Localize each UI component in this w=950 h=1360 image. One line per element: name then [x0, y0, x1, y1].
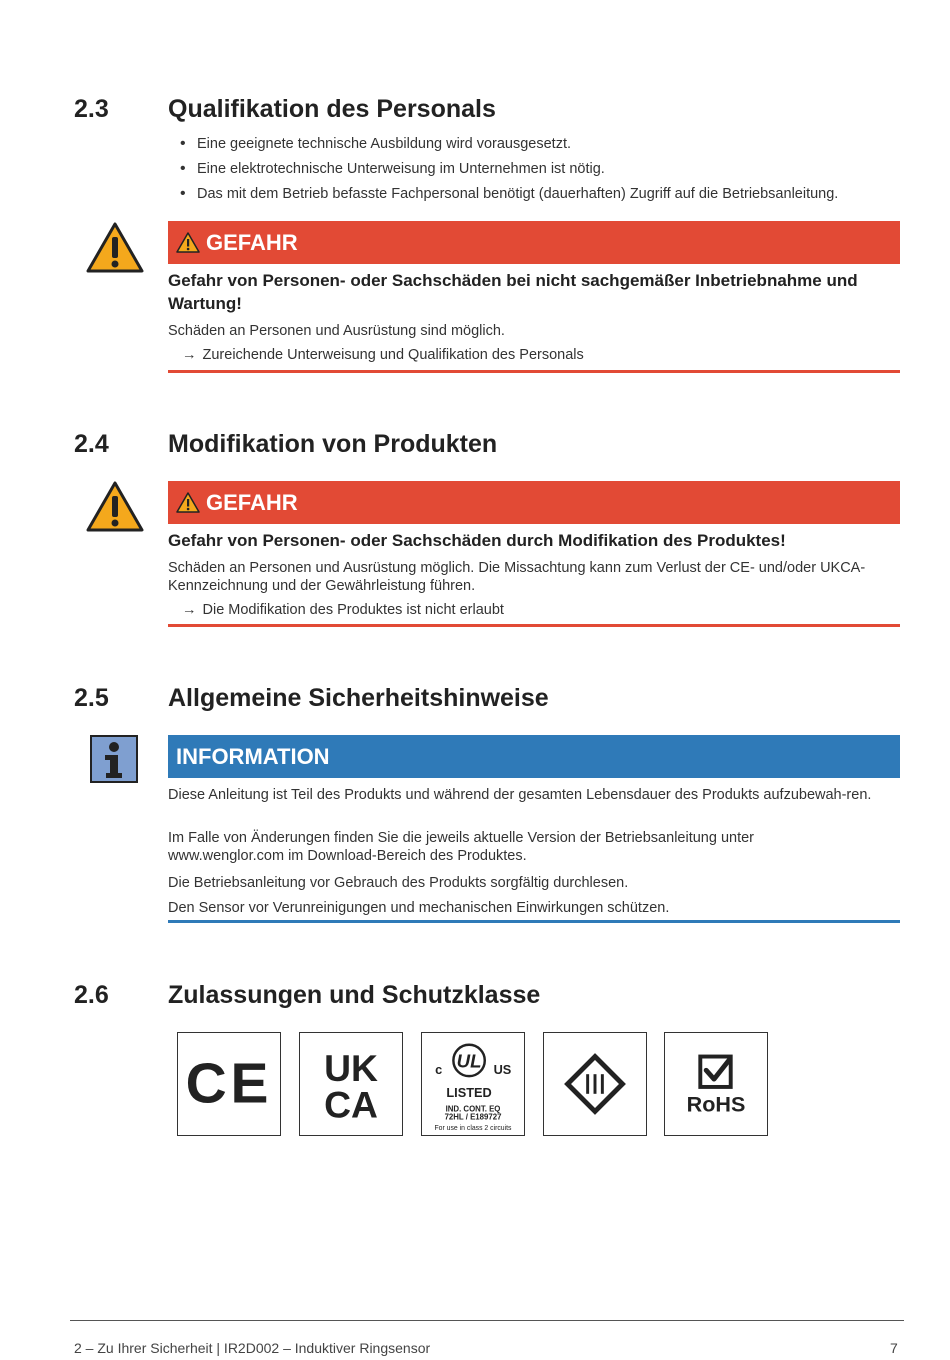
information-banner	[168, 735, 900, 778]
info-paragraph: Die Betriebsanleitung vor Gebrauch des Produkts sorgfältig durchlesen.	[168, 875, 629, 891]
warning-triangle-icon	[176, 492, 200, 513]
danger-banner	[168, 221, 900, 264]
arrow-right-icon: →	[182, 347, 197, 363]
ul-listed-icon	[422, 1033, 524, 1135]
warning-triangle-icon	[86, 222, 144, 274]
danger-banner	[168, 481, 900, 524]
bullet-icon: •	[180, 185, 186, 202]
ukca-mark	[299, 1032, 403, 1136]
arrow-right-icon: →	[182, 602, 197, 618]
bullet-icon: •	[180, 135, 186, 152]
list-item: • Eine elektrotechnische Unterweisung im Unternehmen ist nötig.	[168, 158, 838, 183]
list-item: • Eine geeignete technische Ausbildung wird vorausgesetzt.	[168, 133, 838, 158]
section-number: 2.5	[74, 684, 109, 712]
ul-listed: LISTED	[446, 1084, 492, 1100]
notice-heading: Gefahr von Personen- oder Sachschäden durch Modifikation des Produktes!	[168, 531, 786, 550]
action-item: → Die Modifikation des Produktes ist nicht erlaubt	[182, 602, 504, 618]
ul-line3: For use in class 2 circuits	[434, 1125, 512, 1133]
info-paragraph: Den Sensor vor Verunreinigungen und mechanischen Einwirkungen schützen.	[168, 900, 670, 916]
list-item: • Das mit dem Betrieb befasste Fachpersonal benötigt (dauerhaften) Zugriff auf die Betriebsanleitung.	[168, 183, 838, 208]
protection-class-mark	[543, 1032, 647, 1136]
rohs-icon	[665, 1033, 767, 1135]
footer-divider	[70, 1320, 904, 1321]
rohs-label: RoHS	[686, 1091, 746, 1117]
ce-mark-icon	[178, 1033, 280, 1135]
section-number: 2.3	[74, 95, 109, 123]
notice-heading: Gefahr von Personen- oder Sachschäden bei nicht sachgemäßer Inbetriebnahme und Wartung!	[168, 271, 858, 313]
protection-class-iii-icon	[544, 1033, 646, 1135]
warning-triangle-icon	[176, 232, 200, 253]
section-title: Modifikation von Produkten	[168, 430, 498, 458]
ul-listed-mark	[421, 1032, 525, 1136]
ul-c: c	[435, 1062, 443, 1078]
section-title: Allgemeine Sicherheitshinweise	[168, 684, 549, 712]
danger-label: GEFAHR	[206, 489, 298, 515]
notice-divider	[168, 920, 900, 923]
info-paragraph: Im Falle von Änderungen finden Sie die jeweils aktuelle Version der Betriebsanleitung unter www.wenglor.com im Download-Bereich des Produktes.	[168, 830, 754, 864]
action-item: → Zureichende Unterweisung und Qualifikation des Personals	[182, 347, 584, 363]
page-number: 7	[890, 1340, 898, 1356]
ul-line1: IND. CONT. EQ	[445, 1104, 501, 1114]
ul-us: US	[493, 1062, 512, 1078]
danger-label: GEFAHR	[206, 229, 298, 255]
notice-divider	[168, 370, 900, 373]
section-title: Zulassungen und Schutzklasse	[168, 981, 541, 1009]
rohs-mark	[664, 1032, 768, 1136]
ul-mark: UL	[456, 1050, 482, 1072]
information-icon	[90, 735, 138, 783]
section-title: Qualifikation des Personals	[168, 95, 496, 123]
ukca-mark-icon	[300, 1033, 402, 1135]
section-number: 2.4	[74, 430, 109, 458]
warning-triangle-icon	[86, 481, 144, 533]
ce-label: CE	[185, 1052, 273, 1116]
section-number: 2.6	[74, 981, 109, 1009]
notice-divider	[168, 624, 900, 627]
footer-breadcrumb: 2 – Zu Ihrer Sicherheit | IR2D002 – Induktiver Ringsensor	[74, 1340, 431, 1356]
notice-text: Schäden an Personen und Ausrüstung möglich. Die Missachtung kann zum Verlust der CE- und/oder UKCA-Kennzeichnung und der Gewährleistung führen.	[168, 560, 866, 594]
notice-text: Schäden an Personen und Ausrüstung sind möglich.	[168, 323, 505, 339]
info-paragraph: Diese Anleitung ist Teil des Produkts und während der gesamten Lebensdauer des Produkts aufzubewah-ren.	[168, 787, 872, 803]
bullet-list	[168, 133, 838, 208]
bullet-icon: •	[180, 160, 186, 177]
information-label: INFORMATION	[176, 743, 330, 769]
ce-mark	[177, 1032, 281, 1136]
ul-line2: 72HL / E189727	[444, 1112, 502, 1122]
ukca-bottom: CA	[324, 1083, 378, 1126]
ukca-top: UK	[324, 1047, 378, 1090]
